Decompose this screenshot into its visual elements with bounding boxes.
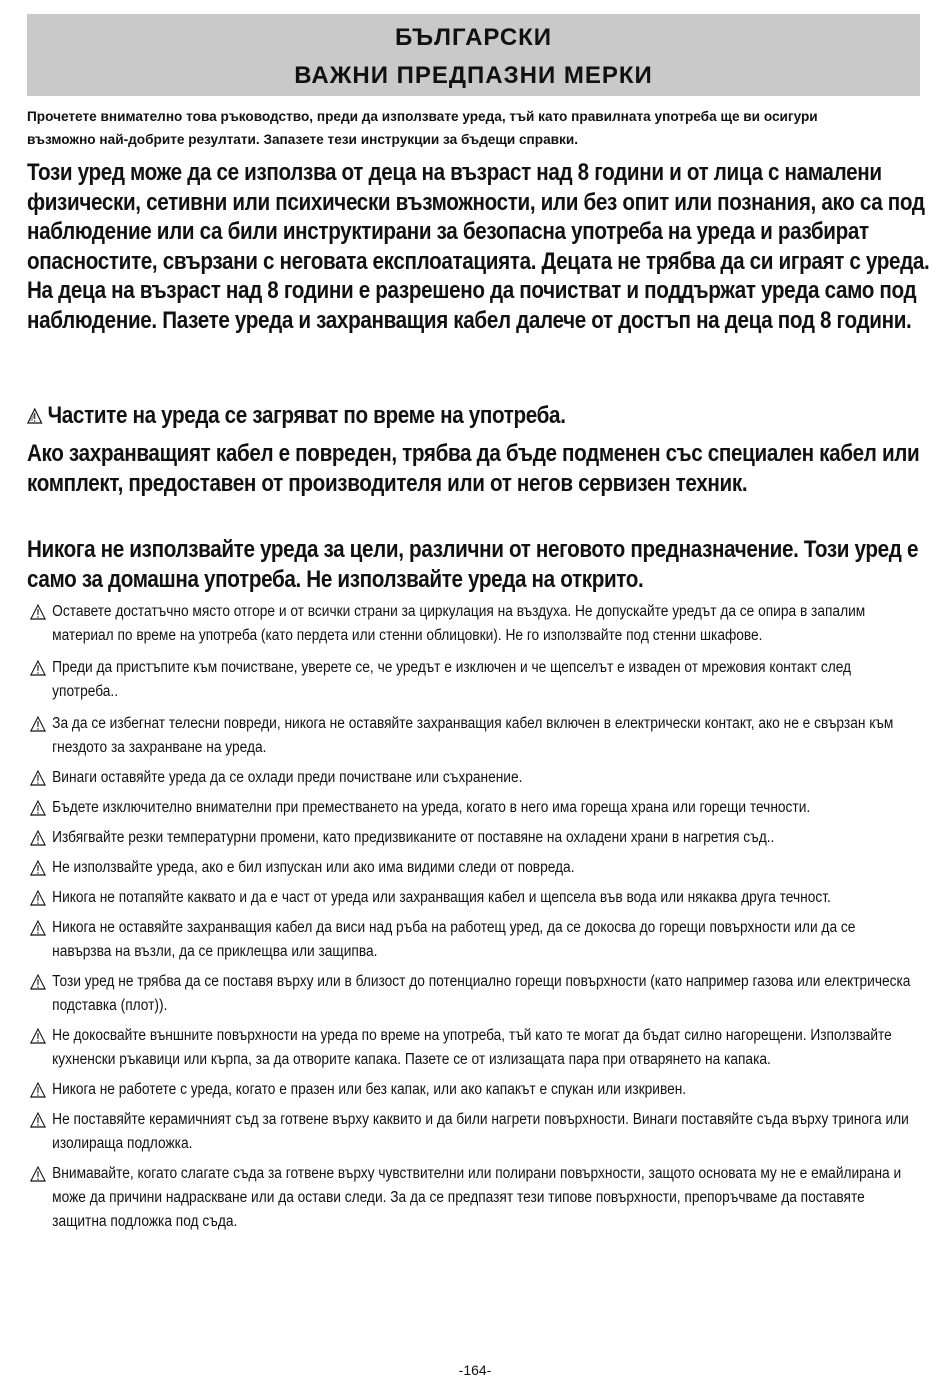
warning-text: Този уред не трябва да се поставя върху или в близост до потенциално горещи повърхности (като например газова или електрическа подставка (плот)). xyxy=(52,973,911,1014)
warning-text: Оставете достатъчно място отгоре и от всички страни за циркулация на въздуха. Не допускайте уредът да се опира в запалим материал по време на употреба (като пердета или стенни облицовки). Не го използвайте под стенни шкафове. xyxy=(52,603,866,644)
section-header xyxy=(27,14,920,96)
warning-text: Избягвайте резки температурни промени, като предизвиканите от поставяне на охладени храни в нагретия съд.. xyxy=(52,829,775,846)
warning-text: Бъдете изключително внимателни при преместването на уреда, когато в него има гореща храна или горещи течности. xyxy=(52,799,811,816)
warning-text: Винаги оставяйте уреда да се охлади преди почистване или съхранение. xyxy=(52,769,523,786)
warning-text: Не използвайте уреда, ако е бил изпускан или ако има видими следи от повреда. xyxy=(52,859,575,876)
warning-text: Преди да пристъпите към почистване, уверете се, че уредът е изключен и че щепселът е изваден от мрежовия контакт след употреба.. xyxy=(52,659,852,700)
list-item xyxy=(30,856,916,880)
list-item xyxy=(30,600,916,648)
warning-text: Не поставяйте керамичният съд за готвене върху каквито и да били нагрети повърхности. Винаги поставяйте съда върху триногa или изолираща подложка. xyxy=(52,1111,909,1152)
warning-triangle-icon xyxy=(30,660,46,676)
children-warning-paragraph: Този уред може да се използва от деца на възраст над 8 години и от лица с намалени физически, сетивни или психически възможности, или без опит или познания, ако са под наблюдение или са били инструктирани за безопасна употреба на уреда и разбират опасностите, свързани с неговата експлоатацията. Децата не трябва да си играят с уреда. На деца на възраст над 8 години е разрешено да почистват и поддържат уреда само под наблюдение. Пазете уреда и захранващия кабел далече от достъп на деца под 8 години. xyxy=(27,159,930,334)
warning-triangle-icon xyxy=(30,716,46,732)
warning-triangle-icon xyxy=(30,800,46,816)
warning-triangle-icon xyxy=(30,770,46,786)
warning-triangle-icon xyxy=(30,1112,46,1128)
warning-triangle-icon xyxy=(30,890,46,906)
warning-triangle-icon xyxy=(30,1082,46,1098)
list-item xyxy=(30,1024,916,1072)
warning-text: Внимавайте, когато слагате съда за готвене върху чувствителни или полирани повърхности, защото основата му не е емайлирана и може да причини надраскване или да остави следи. За да се предпазят тези типове повърхности, препоръчваме да поставяте защитна подложка под съда. xyxy=(52,1165,902,1230)
list-item xyxy=(30,1162,916,1234)
list-item xyxy=(30,916,916,964)
warning-triangle-icon xyxy=(30,1166,46,1182)
intro-paragraph: Прочетете внимателно това ръководство, преди да използвате уреда, тъй като правилната употреба ще ви осигури възможно най-добрите резултати. Запазете тези инструкции за бъдещи справки. xyxy=(27,109,818,148)
list-item xyxy=(30,1078,916,1102)
hot-parts-warning xyxy=(27,401,930,431)
warning-text: Не докосвайте външните повърхности на уреда по време на употреба, тъй като те могат да бъдат силно нагорещени. Използвайте кухненски ръкавици или кърпа, за да отворите капака. Пазете се от излизащата пара при отварянето на капака. xyxy=(52,1027,892,1068)
list-item xyxy=(30,766,916,790)
warning-list xyxy=(30,600,916,1234)
cable-warning-paragraph: Ако захранващият кабел е повреден, трябва да бъде подменен със специален кабел или комплект, предоставен от производителя или от негов сервизен техник. xyxy=(27,440,920,497)
list-item xyxy=(30,970,916,1018)
list-item xyxy=(30,656,916,704)
warning-text: За да се избегнат телесни повреди, никога не оставяйте захранващия кабел включен в електрически контакт, ако не е свързан към гнездото за захранване на уреда. xyxy=(52,715,894,756)
usage-warning-paragraph: Никога не използвайте уреда за цели, различни от неговото предназначение. Този уред е само за домашна употреба. Не използвайте уреда на открито. xyxy=(27,536,919,593)
list-item xyxy=(30,1108,916,1156)
list-item xyxy=(30,796,916,820)
warning-triangle-icon xyxy=(30,1028,46,1044)
warning-triangle-icon xyxy=(30,604,46,620)
list-item xyxy=(30,712,916,760)
warning-text: Никога не работете с уреда, когато е празен или без капак, или ако капакът е спукан или изкривен. xyxy=(52,1081,687,1098)
safety-title: ВАЖНИ ПРЕДПАЗНИ МЕРКИ xyxy=(294,62,653,89)
warning-text: Никога не потапяйте каквато и да е част от уреда или захранващия кабел и щепсела във вода или някаква друга течност. xyxy=(52,889,831,906)
warning-text: Никога не оставяйте захранващия кабел да виси над ръба на работещ уред, да се докосва до горещи повърхности или да се навързва на възли, да се приклещва или защипва. xyxy=(52,919,856,960)
language-title: БЪЛГАРСКИ xyxy=(394,24,553,51)
hot-parts-text: Частите на уреда се загряват по време на употреба. xyxy=(47,402,566,429)
list-item xyxy=(30,826,916,850)
warning-triangle-icon xyxy=(30,920,46,936)
page-number: -164- xyxy=(458,1362,492,1378)
warning-triangle-icon xyxy=(30,830,46,846)
warning-triangle-icon xyxy=(30,974,46,990)
warning-triangle-icon xyxy=(30,860,46,876)
list-item xyxy=(30,886,916,910)
warning-triangle-icon xyxy=(27,408,42,424)
